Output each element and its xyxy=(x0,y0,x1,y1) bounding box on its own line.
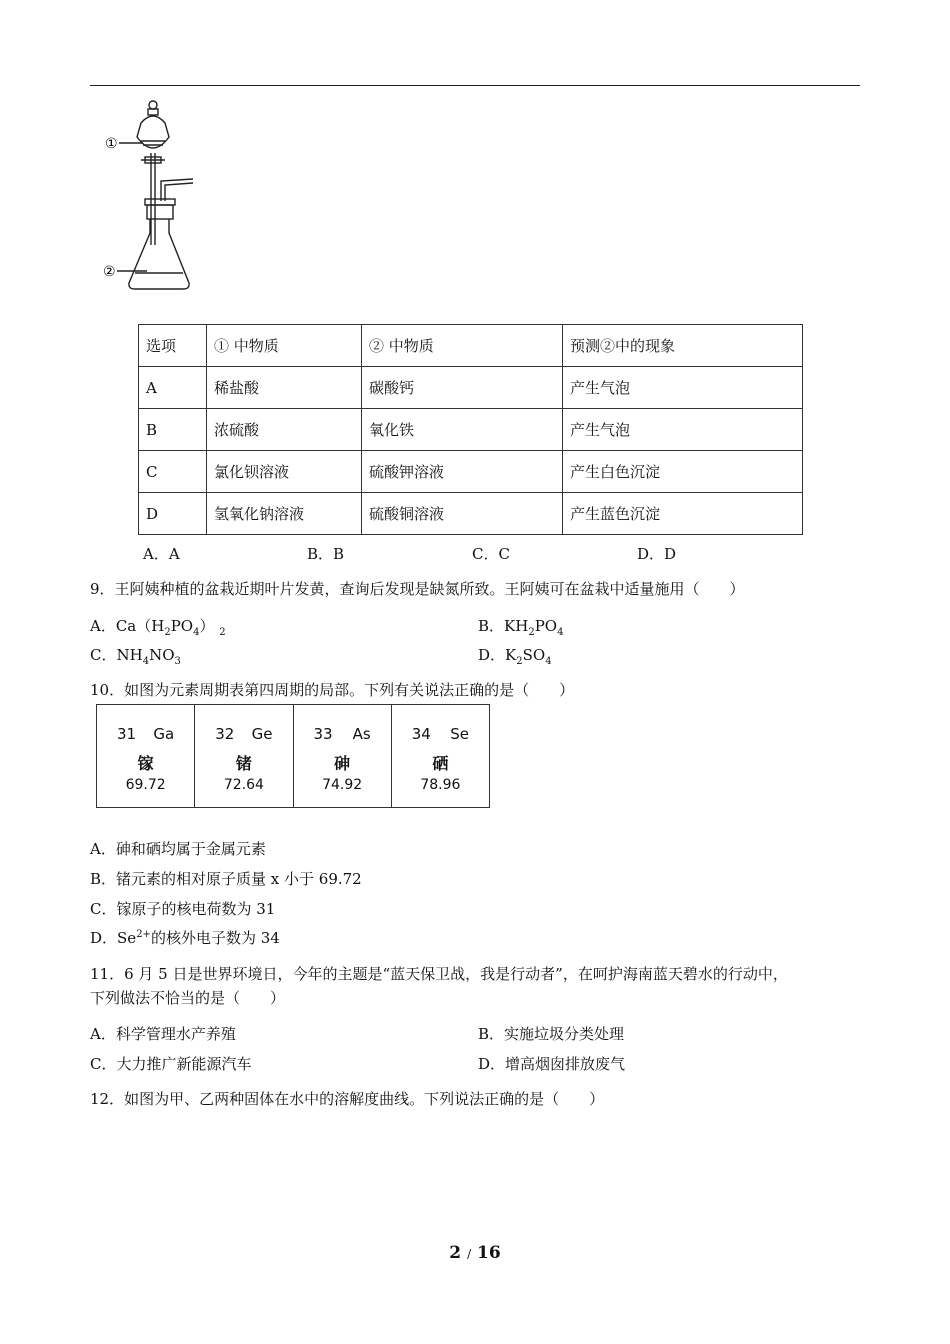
table-cell: 产生气泡 xyxy=(563,367,803,409)
element-symbol: Ga xyxy=(153,725,175,743)
q9-stem: 9．王阿姨种植的盆栽近期叶片发黄，查询后发现是缺氮所致。王阿姨可在盆栽中适量施用（ ） xyxy=(90,580,745,598)
table-cell: C xyxy=(139,451,207,493)
element-cell xyxy=(392,705,489,807)
q9-choice-c[interactable]: C．$NH_4NO_3$ xyxy=(90,646,181,667)
element-symbol: Se xyxy=(450,725,469,743)
header-cell: 选项 xyxy=(139,325,207,367)
table-cell: 产生蓝色沉淀 xyxy=(563,493,803,535)
atomic-number: 33 xyxy=(313,725,333,743)
atomic-number: 31 xyxy=(117,725,137,743)
apparatus-figure xyxy=(95,95,205,295)
table-cell: A xyxy=(139,367,207,409)
options-table xyxy=(138,324,803,535)
atomic-mass: 74.92 xyxy=(322,777,363,793)
q10-stem: 10．如图为元素周期表第四周期的局部。下列有关说法正确的是（ ） xyxy=(90,681,575,699)
element-cell xyxy=(195,705,293,807)
element-name: 砷 xyxy=(334,754,351,773)
q8-choice-a[interactable]: A．A xyxy=(143,545,180,563)
label-2: ② xyxy=(103,264,116,280)
q10-choice-c[interactable]: C．镓原子的核电荷数为 31 xyxy=(90,900,276,918)
atomic-number: 34 xyxy=(411,725,431,743)
element-name: 硒 xyxy=(432,754,449,773)
element-name: 镓 xyxy=(137,754,154,773)
q10-choice-d[interactable]: D．$Se^{2+}$的核外电子数为 34 xyxy=(90,929,280,947)
q11-choice-c[interactable]: C．大力推广新能源汽车 xyxy=(90,1055,252,1073)
header-cell: ② 中物质 xyxy=(362,325,563,367)
q11-stem-line1: 11．6 月 5 日是世界环境日，今年的主题是“蓝天保卫战，我是行动者”，在呵护海南蓝天碧水的行动中， xyxy=(90,965,788,983)
table-header-row xyxy=(139,325,803,367)
table-row xyxy=(139,367,803,409)
q10-choice-a[interactable]: A．砷和硒均属于金属元素 xyxy=(90,840,266,858)
q8-choice-b[interactable]: B．B xyxy=(307,545,345,563)
q11-stem-line2: 下列做法不恰当的是（ ） xyxy=(90,989,286,1007)
table-cell: 硫酸铜溶液 xyxy=(362,493,563,535)
element-cell xyxy=(294,705,392,807)
atomic-mass: 72.64 xyxy=(223,777,264,793)
table-cell: B xyxy=(139,409,207,451)
q11-choice-b[interactable]: B．实施垃圾分类处理 xyxy=(478,1025,625,1043)
table-row xyxy=(139,409,803,451)
q10-choice-b[interactable]: B．锗元素的相对原子质量 x 小于 69.72 xyxy=(90,870,362,888)
table-cell: 产生气泡 xyxy=(563,409,803,451)
q8-choice-d[interactable]: D．D xyxy=(637,545,677,563)
atomic-mass: 69.72 xyxy=(125,777,166,793)
q9-choice-d[interactable]: D．$K_2SO_4$ xyxy=(478,646,552,667)
q9-choice-b[interactable]: B．$KH_2PO_4$ xyxy=(478,617,564,638)
periodic-table-fragment xyxy=(96,704,490,808)
element-symbol: As xyxy=(352,725,371,743)
element-cell xyxy=(97,705,195,807)
table-cell: 氯化钡溶液 xyxy=(207,451,362,493)
table-cell: 氢氧化钠溶液 xyxy=(207,493,362,535)
table-cell: 浓硫酸 xyxy=(207,409,362,451)
header-cell: 预测②中的现象 xyxy=(563,325,803,367)
q11-choice-a[interactable]: A．科学管理水产养殖 xyxy=(90,1025,236,1043)
atomic-mass: 78.96 xyxy=(420,777,461,793)
table-cell: 产生白色沉淀 xyxy=(563,451,803,493)
table-cell: 氧化铁 xyxy=(362,409,563,451)
table-cell: 稀盐酸 xyxy=(207,367,362,409)
element-name: 锗 xyxy=(235,754,252,773)
table-row xyxy=(139,451,803,493)
page-number: 2 / 16 xyxy=(449,1243,501,1263)
table-cell: 硫酸钾溶液 xyxy=(362,451,563,493)
header-rule xyxy=(90,85,860,86)
table-row xyxy=(139,493,803,535)
q12-stem: 12．如图为甲、乙两种固体在水中的溶解度曲线。下列说法正确的是（ ） xyxy=(90,1090,605,1108)
q8-choice-c[interactable]: C．C xyxy=(472,545,510,563)
label-1: ① xyxy=(105,136,118,152)
q9-choice-a[interactable]: A．$Ca(H_2PO_4)$ $_2$ xyxy=(90,617,226,638)
table-cell: 碳酸钙 xyxy=(362,367,563,409)
atomic-number: 32 xyxy=(215,725,235,743)
element-symbol: Ge xyxy=(251,725,273,743)
header-cell: ① 中物质 xyxy=(207,325,362,367)
table-cell: D xyxy=(139,493,207,535)
q11-choice-d[interactable]: D．增高烟囱排放废气 xyxy=(478,1055,626,1073)
